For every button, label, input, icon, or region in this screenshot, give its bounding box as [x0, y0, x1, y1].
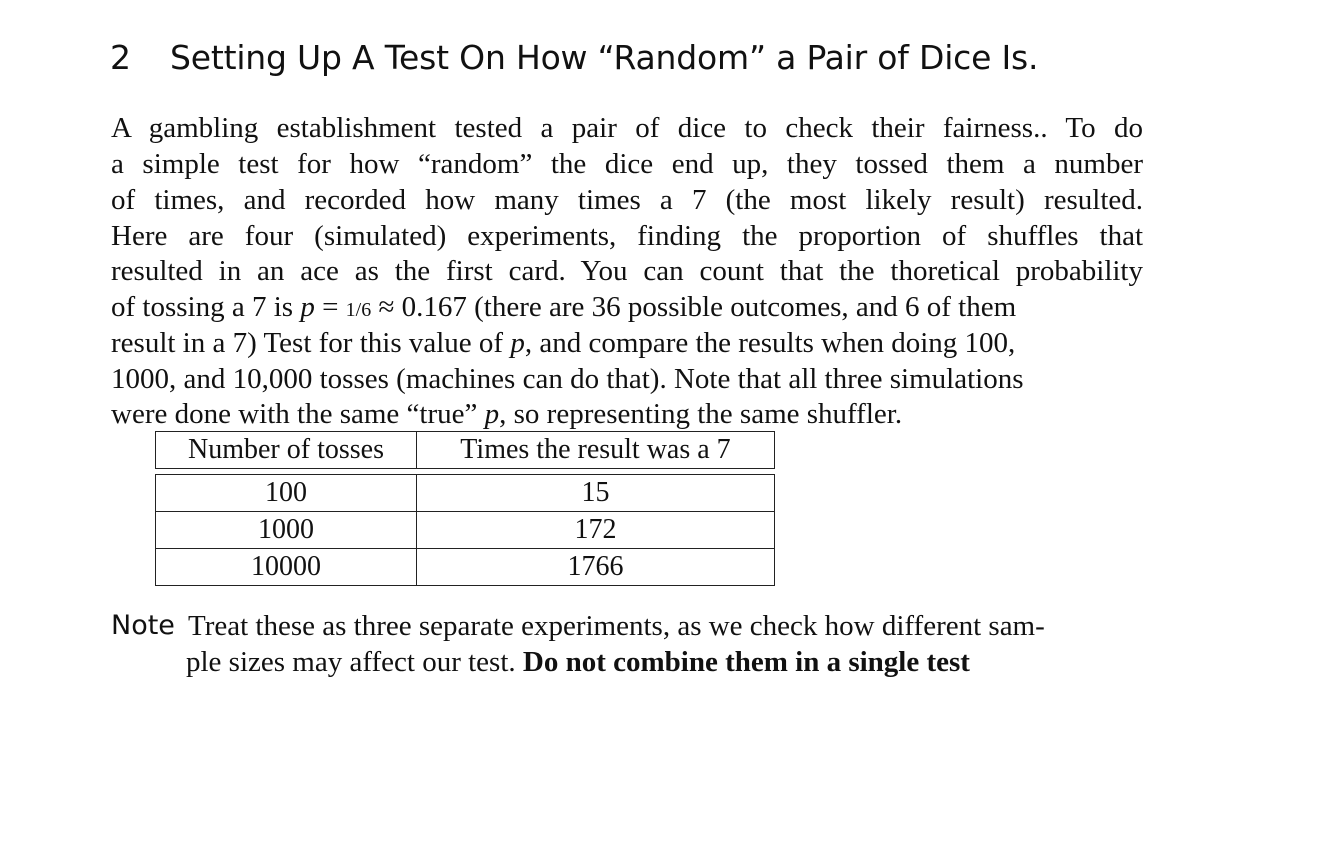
paragraph-line	[111, 325, 1015, 361]
text: of tossing a 7 is	[111, 291, 301, 323]
paragraph-line	[111, 289, 1016, 328]
section-heading	[110, 36, 1038, 80]
tosses-cell: 10000	[156, 549, 417, 586]
table-row	[156, 549, 775, 586]
paragraph-line: Here are four (simulated) experiments, finding the proportion of shuffles that	[111, 220, 1143, 252]
paragraph-line: 1000, and 10,000 tosses (machines can do that). Note that all three simulations	[111, 363, 1024, 395]
paragraph-line	[111, 396, 902, 432]
sevens-cell: 172	[417, 512, 775, 549]
text: , and compare the results when doing 100,	[524, 327, 1016, 359]
paragraph-line: of times, and recorded how many times a 7 (the most likely result) resulted.	[111, 184, 1143, 216]
text: ≈ 0.167 (there are 36 possible outcomes, and 6 of them	[371, 291, 1017, 323]
math-p: p	[300, 291, 315, 323]
text: ple sizes may affect our test.	[186, 646, 523, 678]
note-line	[186, 644, 970, 680]
sevens-cell: 15	[417, 475, 775, 512]
math-p: p	[484, 398, 500, 430]
emphasis-text: Do not combine them in a single test	[522, 646, 970, 678]
table-row	[156, 475, 775, 512]
equals-sign: =	[314, 291, 346, 323]
paragraph-line: a simple test for how “random” the dice end up, they tossed them a number	[111, 148, 1143, 180]
results-table-header	[155, 431, 775, 469]
tosses-cell: 100	[156, 475, 417, 512]
results-table	[155, 474, 775, 586]
section-title: Setting Up A Test On How “Random” a Pair of Dice Is.	[170, 38, 1039, 77]
tosses-cell: 1000	[156, 512, 417, 549]
note-label: Note	[111, 610, 175, 641]
sevens-cell: 1766	[417, 549, 775, 586]
text: , so representing the same shuffler.	[499, 398, 903, 430]
note-line: Treat these as three separate experiments, as we check how different sam-	[188, 610, 1045, 642]
math-p: p	[510, 327, 525, 359]
table-row	[156, 512, 775, 549]
text: result in a 7) Test for this value of	[111, 327, 511, 359]
text: were done with the same “true”	[111, 398, 485, 430]
section-number: 2	[110, 38, 131, 77]
paragraph-line: A gambling establishment tested a pair of dice to check their fairness.. To do	[111, 112, 1143, 144]
header-number-of-tosses: Number of tosses	[156, 432, 417, 469]
paragraph-line: resulted in an ace as the first card. You can count that the thoretical probability	[111, 255, 1143, 287]
header-times-result-7: Times the result was a 7	[417, 432, 775, 469]
fraction: 1/6	[345, 299, 372, 321]
